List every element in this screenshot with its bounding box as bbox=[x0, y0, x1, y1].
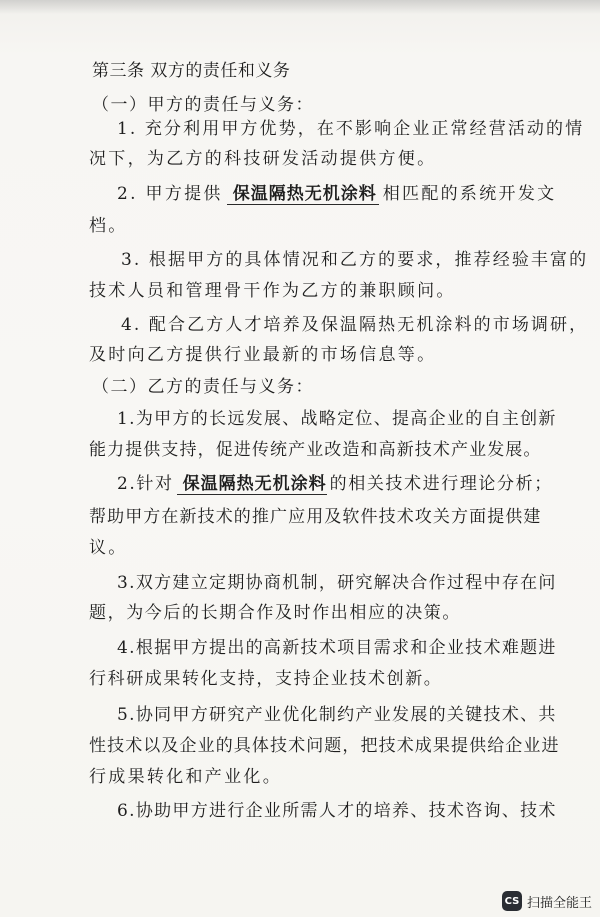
party-a-item-1-line-1: 1. 充分利用甲方优势，在不影响企业正常经营活动的情 bbox=[117, 119, 585, 139]
party-a-item-2-filled-blank: 保温隔热无机涂料 bbox=[227, 184, 379, 205]
party-a-item-2-line-2: 档。 bbox=[89, 216, 128, 236]
party-b-item-5-line-2: 性技术以及企业的具体技术问题，把技术成果提供给企业进 bbox=[89, 736, 560, 756]
party-b-title: （二）乙方的责任与义务： bbox=[92, 377, 314, 397]
scanner-watermark bbox=[502, 891, 592, 911]
party-a-item-4-line-2: 及时向乙方提供行业最新的市场信息等。 bbox=[89, 345, 437, 365]
party-b-item-1-line-2: 能力提供支持，促进传统产业改造和高新技术产业发展。 bbox=[89, 440, 542, 460]
scan-top-shadow bbox=[0, 0, 600, 14]
party-b-item-6-line-1: 6.协助甲方进行企业所需人才的培养、技术咨询、技术 bbox=[117, 801, 557, 821]
watermark-label: 扫描全能王 bbox=[526, 895, 592, 911]
party-b-item-2-line-3: 议。 bbox=[89, 538, 128, 558]
party-b-item-3-line-1: 3.双方建立定期协商机制，研究解决合作过程中存在问 bbox=[117, 573, 557, 593]
party-b-item-5-line-1: 5.协同甲方研究产业优化制约产业发展的关键技术、共 bbox=[117, 705, 557, 725]
party-a-item-3-line-2: 技术人员和管理骨干作为乙方的兼职顾问。 bbox=[89, 281, 456, 301]
party-b-item-2-filled-blank: 保温隔热无机涂料 bbox=[177, 474, 327, 495]
party-a-item-1-line-2: 况下，为乙方的科技研发活动提供方便。 bbox=[89, 149, 437, 169]
party-b-item-2-prefix: 2.针对 bbox=[117, 474, 174, 494]
party-a-item-2-line-1 bbox=[117, 183, 556, 205]
party-b-item-2-line-1 bbox=[117, 473, 553, 495]
party-b-item-1-line-1: 1.为甲方的长远发展、战略定位、提高企业的自主创新 bbox=[117, 409, 557, 429]
party-b-item-4-line-2: 行科研成果转化支持，支持企业技术创新。 bbox=[89, 669, 443, 689]
party-b-item-3-line-2: 题，为今后的长期合作及时作出相应的决策。 bbox=[89, 603, 461, 623]
party-b-item-2-line-2: 帮助甲方在新技术的推广应用及软件技术攻关方面提供建 bbox=[89, 507, 542, 527]
article-heading: 第三条 双方的责任和义务 bbox=[92, 61, 291, 81]
party-b-item-4-line-1: 4.根据甲方提出的高新技术项目需求和企业技术难题进 bbox=[117, 638, 557, 658]
party-a-item-3-line-1: 3. 根据甲方的具体情况和乙方的要求，推荐经验丰富的 bbox=[121, 250, 589, 270]
party-a-item-4-line-1: 4. 配合乙方人才培养及保温隔热无机涂料的市场调研， bbox=[121, 315, 589, 335]
party-a-title: （一）甲方的责任与义务： bbox=[92, 95, 314, 115]
party-a-item-2-prefix: 2. 甲方提供 bbox=[117, 184, 223, 204]
party-b-item-2-suffix: 的相关技术进行理论分析； bbox=[329, 474, 553, 494]
camscanner-logo-icon: CS bbox=[502, 891, 522, 911]
party-b-item-5-line-3: 行成果转化和产业化。 bbox=[89, 767, 282, 787]
party-a-item-2-suffix: 相匹配的系统开发文 bbox=[382, 184, 557, 204]
